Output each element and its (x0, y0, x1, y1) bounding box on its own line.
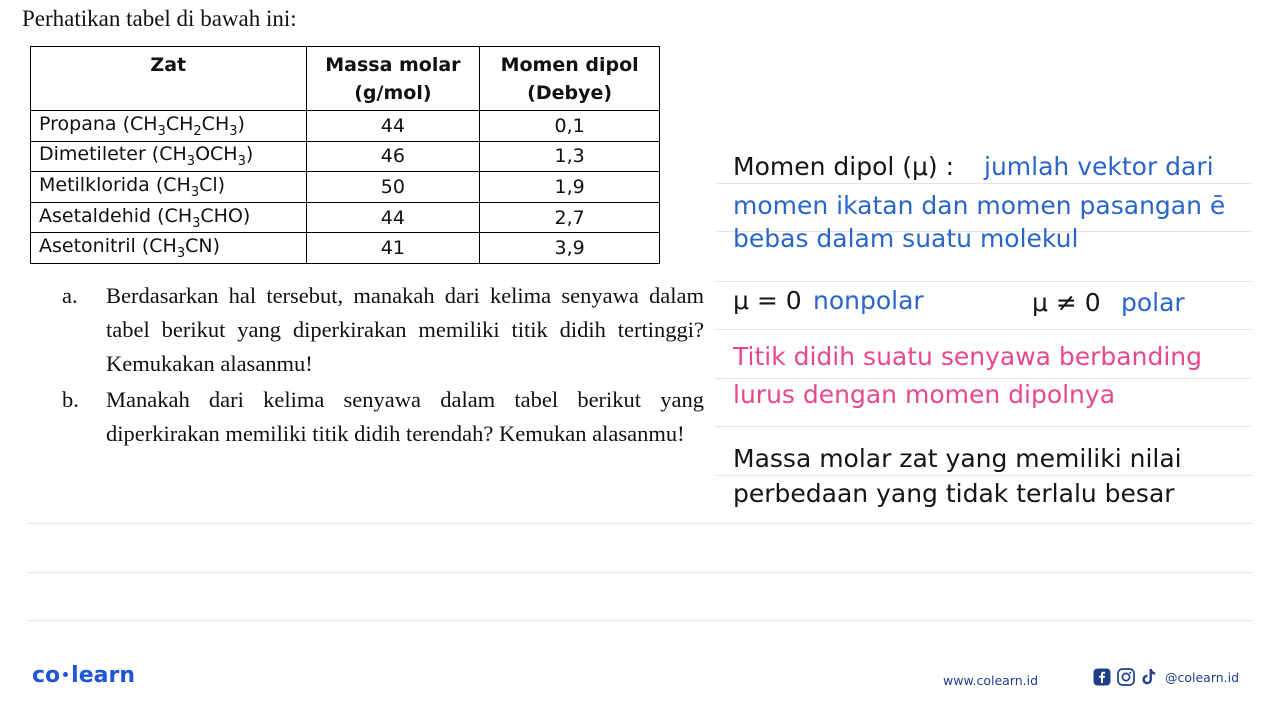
question-text: Berdasarkan hal tersebut, manakah dari kelima senyawa dalam tabel berikut yang diperkirakan memiliki titik didih tertinggi? Kemukakan alasanmu! (106, 283, 704, 376)
question-b (62, 383, 704, 451)
table-row (31, 172, 660, 203)
ruled-line (28, 523, 1252, 524)
ruled-line (28, 620, 1252, 621)
compound-name-cell: Propana $(CH_3CH_2CH_3)$ (31, 111, 307, 142)
dipole-moment-cell: 1,3 (480, 141, 660, 172)
colearn-logo: co learn (32, 663, 135, 688)
tiktok-icon[interactable] (1141, 668, 1157, 686)
dipole-moment-cell: 3,9 (480, 233, 660, 264)
question-text: Manakah dari kelima senyawa dalam tabel berikut yang diperkirakan memiliki titik didih terendah? Kemukan alasanmu! (106, 387, 704, 446)
molar-mass-cell: 44 (306, 202, 480, 233)
question-letter: a. (62, 283, 78, 308)
molar-mass-cell: 50 (306, 172, 480, 203)
header-momen-dipol: Momen dipol (Debye) (480, 47, 660, 111)
social-links (1093, 668, 1239, 686)
table-row (31, 141, 660, 172)
note-mass-2: perbedaan yang tidak terlalu besar (733, 479, 1175, 508)
note-mu-nonzero: μ ≠ 0 (1032, 288, 1101, 317)
question-a (62, 279, 704, 381)
social-handle[interactable]: @colearn.id (1165, 669, 1240, 685)
note-boiling-1: Titik didih suatu senyawa berbanding (733, 342, 1202, 371)
molar-mass-cell: 41 (306, 233, 480, 264)
website-link[interactable]: www.colearn.id (943, 673, 1039, 688)
ruled-line (715, 329, 1252, 330)
ruled-line (715, 378, 1252, 379)
header-zat: Zat (31, 47, 307, 111)
intro-text: Perhatikan tabel di bawah ini: (22, 6, 297, 31)
table-header-row (31, 47, 660, 111)
table-row (31, 111, 660, 142)
question-letter: b. (62, 387, 79, 412)
molar-mass-cell: 44 (306, 111, 480, 142)
ruled-line (715, 426, 1252, 427)
table-row (31, 202, 660, 233)
note-mass-1: Massa molar zat yang memiliki nilai (733, 444, 1182, 473)
compound-name-cell: Dimetileter $(CH_3OCH_3)$ (31, 141, 307, 172)
instagram-icon[interactable] (1117, 668, 1135, 686)
header-massa-molar: Massa molar (g/mol) (306, 47, 480, 111)
note-mu-zero: μ = 0 (733, 286, 802, 315)
note-polar: polar (1121, 288, 1185, 317)
compound-name-cell: Asetonitril $(CH_3CN)$ (31, 233, 307, 264)
compound-name-cell: Asetaldehid $(CH_3CHO)$ (31, 202, 307, 233)
note-nonpolar: nonpolar (813, 286, 924, 315)
ruled-line (715, 475, 1252, 476)
note-dipol-label: Momen dipol (μ) : (733, 152, 955, 181)
ruled-line (715, 281, 1252, 282)
note-dipol-def-3: bebas dalam suatu molekul (733, 224, 1079, 253)
dipole-moment-cell: 2,7 (480, 202, 660, 233)
molar-mass-cell: 46 (306, 141, 480, 172)
note-boiling-2: lurus dengan momen dipolnya (733, 380, 1116, 409)
table-row (31, 233, 660, 264)
dipole-moment-cell: 0,1 (480, 111, 660, 142)
dipole-moment-cell: 1,9 (480, 172, 660, 203)
compound-name-cell: Metilklorida $(CH_3Cl)$ (31, 172, 307, 203)
facebook-icon[interactable] (1093, 668, 1111, 686)
ruled-line (28, 572, 1252, 573)
compound-table (30, 46, 660, 264)
ruled-line (715, 183, 1252, 184)
note-dipol-def-2: momen ikatan dan momen pasangan ē (733, 191, 1226, 220)
note-dipol-def-1: jumlah vektor dari (984, 152, 1214, 181)
